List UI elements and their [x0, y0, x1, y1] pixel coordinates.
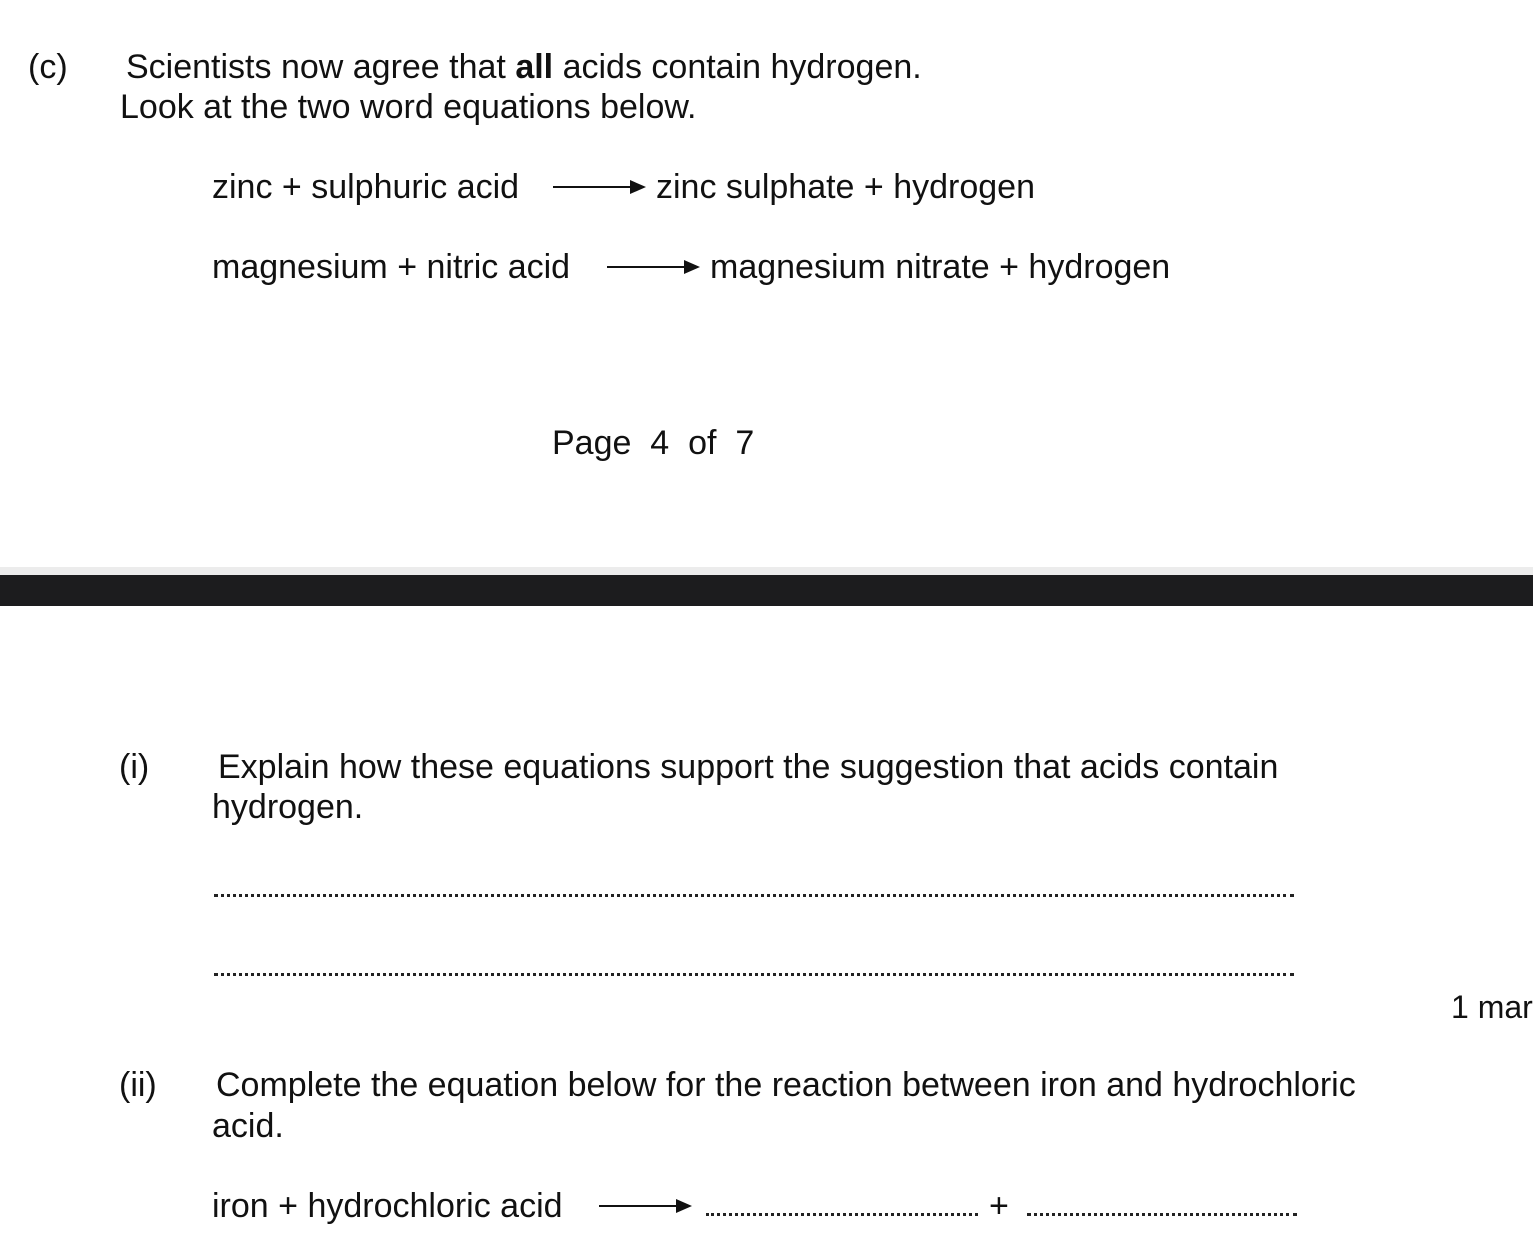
equation-1-reactants: zinc + sulphuric acid: [212, 168, 520, 206]
equation-2-reactants: magnesium + nitric acid: [212, 248, 571, 286]
reaction-arrow-icon: [599, 1199, 692, 1213]
intro-statement: [126, 47, 922, 87]
question-ii-text-line2: acid.: [212, 1107, 284, 1145]
answer-line-2[interactable]: [214, 973, 1294, 976]
intro-after: acids contain hydrogen.: [553, 48, 922, 86]
reaction-arrow-icon: [553, 180, 646, 194]
equation-3-reactants: iron + hydrochloric acid: [212, 1187, 563, 1225]
part-label-c: (c): [28, 48, 68, 86]
question-i-text-line2: hydrogen.: [212, 788, 364, 826]
equation-2-products: magnesium nitrate + hydrogen: [710, 248, 1171, 286]
answer-line-1[interactable]: [214, 894, 1294, 897]
instruction-text: Look at the two word equations below.: [120, 88, 697, 126]
page-number: Page 4 of 7: [552, 424, 755, 462]
answer-blank-product-2[interactable]: [1027, 1213, 1297, 1216]
question-label-ii: (ii): [119, 1066, 157, 1104]
question-ii-text-line1: Complete the equation below for the reaction between iron and hydrochloric: [216, 1066, 1356, 1104]
intro-bold: all: [515, 48, 554, 86]
answer-blank-product-1[interactable]: [706, 1213, 978, 1216]
question-label-i: (i): [119, 748, 150, 786]
marks-label: 1 mar: [1451, 989, 1533, 1025]
page-gap: [0, 567, 1533, 575]
intro-before: Scientists now agree that: [126, 48, 516, 86]
page-separator: [0, 575, 1533, 606]
question-i-text-line1: Explain how these equations support the suggestion that acids contain: [218, 748, 1279, 786]
equation-1-products: zinc sulphate + hydrogen: [656, 168, 1035, 206]
equation-3-plus: +: [989, 1187, 1009, 1225]
reaction-arrow-icon: [607, 260, 700, 274]
